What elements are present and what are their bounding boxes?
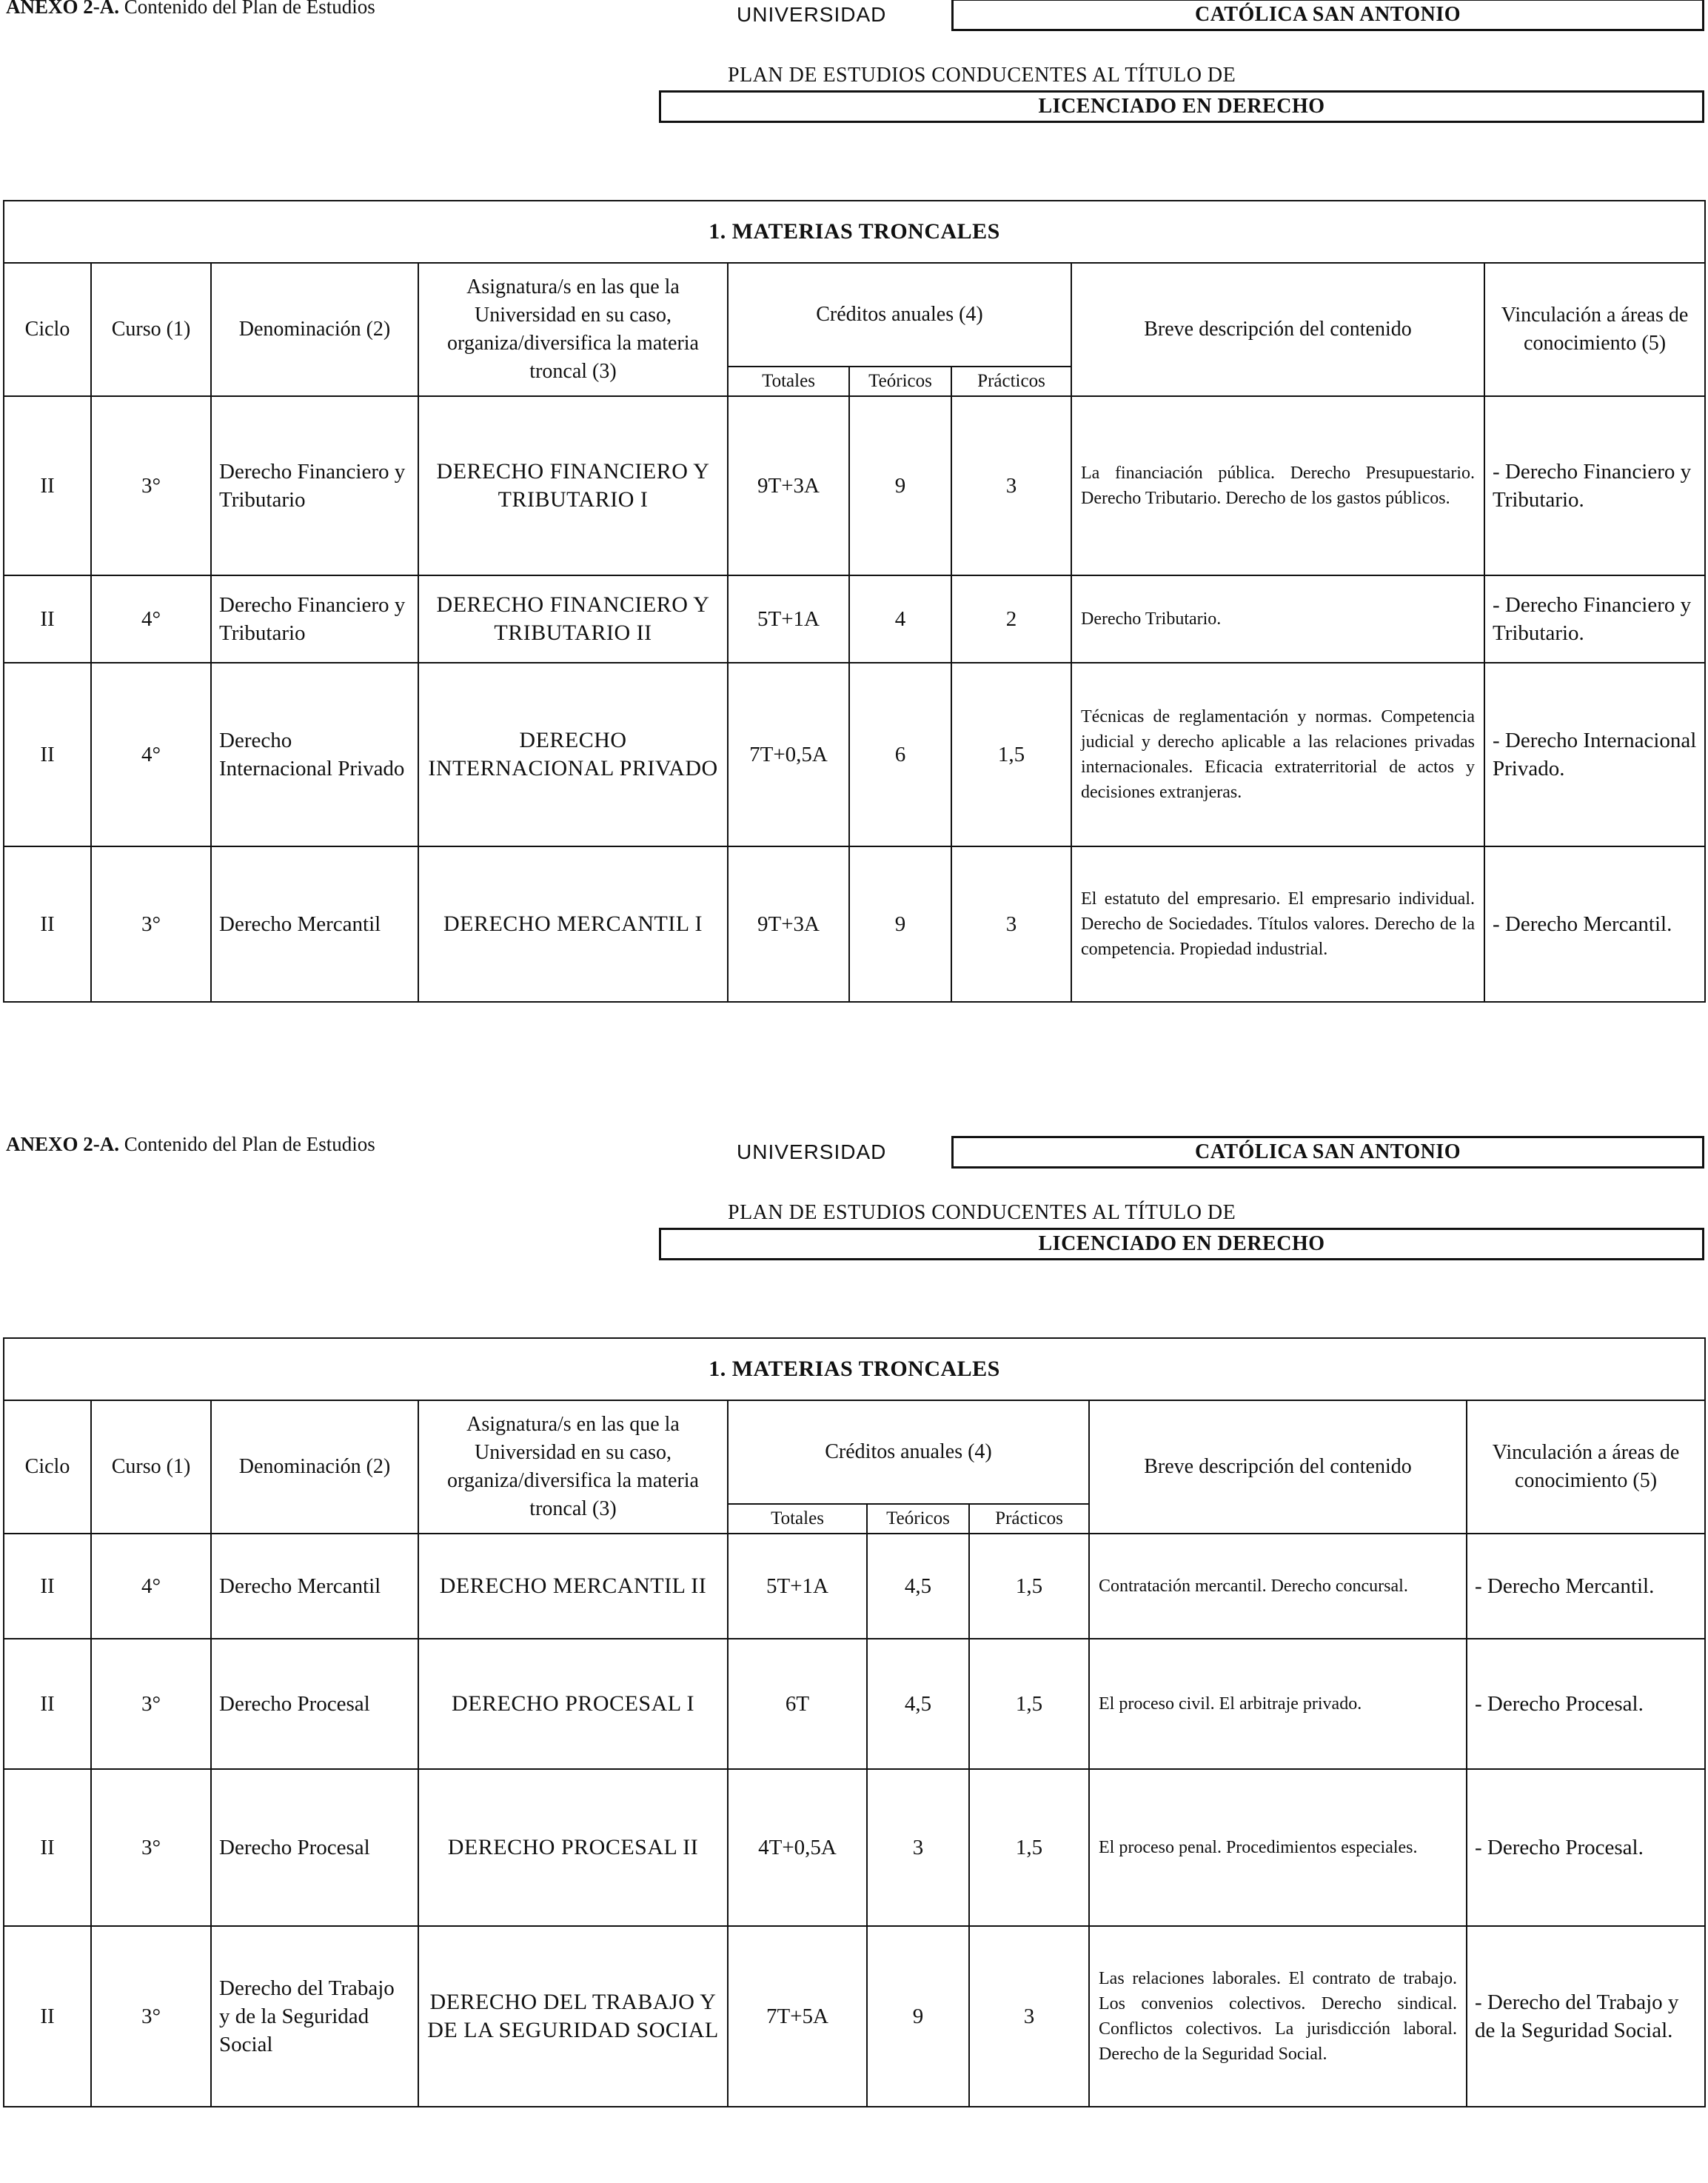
cell-practicos: 3: [969, 1926, 1089, 2107]
table-row: [4, 1639, 1705, 1769]
cell-totales: 7T+5A: [728, 1926, 867, 2107]
col-header-ciclo: Ciclo: [4, 1400, 91, 1534]
table-row: [4, 1534, 1705, 1639]
university-label: UNIVERSIDAD: [737, 3, 887, 26]
cell-asignatura: DERECHO MERCANTIL I: [418, 846, 728, 1002]
cell-teoricos: 4,5: [867, 1534, 969, 1639]
col-header-teoricos: Teóricos: [849, 367, 951, 396]
cell-asignatura: DERECHO INTERNACIONAL PRIVADO: [418, 663, 728, 846]
col-header-vinculacion: Vinculación a áreas de conocimiento (5): [1484, 263, 1705, 396]
cell-practicos: 1,5: [969, 1639, 1089, 1769]
cell-descripcion: El proceso penal. Procedimientos especiales.: [1089, 1769, 1467, 1926]
col-header-totales: Totales: [728, 1504, 867, 1534]
cell-curso: 4°: [91, 575, 211, 663]
cell-descripcion: El estatuto del empresario. El empresario individual. Derecho de Sociedades. Títulos valores. Derecho de la competencia. Propiedad industrial.: [1071, 846, 1484, 1002]
col-header-curso: Curso (1): [91, 263, 211, 396]
annex-heading: [6, 0, 375, 19]
cell-descripcion: Derecho Tributario.: [1071, 575, 1484, 663]
document-page-1: [0, 0, 1708, 1046]
cell-practicos: 1,5: [969, 1534, 1089, 1639]
cell-curso: 4°: [91, 663, 211, 846]
cell-teoricos: 6: [849, 663, 951, 846]
cell-asignatura: DERECHO PROCESAL II: [418, 1769, 728, 1926]
col-header-asignatura: Asignatura/s en las que la Universidad en su caso, organiza/diversifica la materia troncal (3): [418, 263, 728, 396]
section-title: 1. MATERIAS TRONCALES: [4, 201, 1705, 263]
col-header-totales: Totales: [728, 367, 849, 396]
cell-teoricos: 4,5: [867, 1639, 969, 1769]
cell-totales: 9T+3A: [728, 396, 849, 575]
col-header-descripcion: Breve descripción del contenido: [1089, 1400, 1467, 1534]
annex-label: ANEXO 2-A.: [6, 1133, 119, 1155]
cell-descripcion: Contratación mercantil. Derecho concursal.: [1089, 1534, 1467, 1639]
cell-ciclo: II: [4, 846, 91, 1002]
cell-teoricos: 4: [849, 575, 951, 663]
cell-ciclo: II: [4, 396, 91, 575]
col-header-denominacion: Denominación (2): [211, 1400, 418, 1534]
cell-descripcion: Técnicas de reglamentación y normas. Competencia judicial y derecho aplicable a las relaciones privadas internacionales. Eficacia extraterritorial de actos y decisiones extranjeras.: [1071, 663, 1484, 846]
cell-practicos: 3: [951, 396, 1071, 575]
table-row: [4, 846, 1705, 1002]
cell-ciclo: II: [4, 663, 91, 846]
cell-denominacion: Derecho Mercantil: [211, 1534, 418, 1639]
cell-practicos: 2: [951, 575, 1071, 663]
cell-denominacion: Derecho Procesal: [211, 1769, 418, 1926]
cell-denominacion: Derecho Mercantil: [211, 846, 418, 1002]
cell-ciclo: II: [4, 1926, 91, 2107]
cell-ciclo: II: [4, 1534, 91, 1639]
cell-ciclo: II: [4, 575, 91, 663]
col-header-descripcion: Breve descripción del contenido: [1071, 263, 1484, 396]
cell-vinculacion: - Derecho Financiero y Tributario.: [1484, 575, 1705, 663]
cell-curso: 3°: [91, 1769, 211, 1926]
col-header-asignatura: Asignatura/s en las que la Universidad en su caso, organiza/diversifica la materia troncal (3): [418, 1400, 728, 1534]
cell-teoricos: 9: [849, 396, 951, 575]
cell-practicos: 3: [951, 846, 1071, 1002]
degree-title: LICENCIADO EN DERECHO: [659, 90, 1704, 123]
cell-asignatura: DERECHO FINANCIERO Y TRIBUTARIO I: [418, 396, 728, 575]
cell-denominacion: Derecho Procesal: [211, 1639, 418, 1769]
cell-vinculacion: - Derecho del Trabajo y de la Seguridad Social.: [1467, 1926, 1705, 2107]
cell-curso: 3°: [91, 1639, 211, 1769]
table-row: [4, 1926, 1705, 2107]
cell-denominacion: Derecho Internacional Privado: [211, 663, 418, 846]
cell-totales: 5T+1A: [728, 575, 849, 663]
cell-denominacion: Derecho Financiero y Tributario: [211, 575, 418, 663]
plan-label: PLAN DE ESTUDIOS CONDUCENTES AL TÍTULO DE: [728, 64, 1236, 87]
table-row: [4, 663, 1705, 846]
materias-troncales-table: [3, 1337, 1706, 2107]
section-title: 1. MATERIAS TRONCALES: [4, 1338, 1705, 1400]
col-header-creditos: Créditos anuales (4): [728, 263, 1071, 367]
col-header-creditos: Créditos anuales (4): [728, 1400, 1089, 1504]
cell-practicos: 1,5: [951, 663, 1071, 846]
cell-vinculacion: - Derecho Mercantil.: [1484, 846, 1705, 1002]
col-header-teoricos: Teóricos: [867, 1504, 969, 1534]
cell-asignatura: DERECHO FINANCIERO Y TRIBUTARIO II: [418, 575, 728, 663]
cell-curso: 3°: [91, 1926, 211, 2107]
cell-curso: 3°: [91, 846, 211, 1002]
annex-text: Contenido del Plan de Estudios: [124, 1133, 375, 1155]
university-label: UNIVERSIDAD: [737, 1140, 887, 1163]
degree-title: LICENCIADO EN DERECHO: [659, 1228, 1704, 1260]
col-header-ciclo: Ciclo: [4, 263, 91, 396]
table-row: [4, 396, 1705, 575]
cell-totales: 4T+0,5A: [728, 1769, 867, 1926]
materias-troncales-table: [3, 200, 1706, 1003]
cell-teoricos: 9: [849, 846, 951, 1002]
annex-label: ANEXO 2-A.: [6, 0, 119, 18]
col-header-vinculacion: Vinculación a áreas de conocimiento (5): [1467, 1400, 1705, 1534]
cell-teoricos: 9: [867, 1926, 969, 2107]
cell-totales: 6T: [728, 1639, 867, 1769]
cell-vinculacion: - Derecho Mercantil.: [1467, 1534, 1705, 1639]
table-row: [4, 1769, 1705, 1926]
cell-asignatura: DERECHO PROCESAL I: [418, 1639, 728, 1769]
col-header-curso: Curso (1): [91, 1400, 211, 1534]
cell-vinculacion: - Derecho Internacional Privado.: [1484, 663, 1705, 846]
cell-vinculacion: - Derecho Procesal.: [1467, 1639, 1705, 1769]
cell-practicos: 1,5: [969, 1769, 1089, 1926]
annex-heading: [6, 1131, 375, 1157]
cell-ciclo: II: [4, 1769, 91, 1926]
cell-curso: 4°: [91, 1534, 211, 1639]
university-name: CATÓLICA SAN ANTONIO: [951, 0, 1704, 31]
university-name: CATÓLICA SAN ANTONIO: [951, 1136, 1704, 1169]
col-header-denominacion: Denominación (2): [211, 263, 418, 396]
cell-denominacion: Derecho del Trabajo y de la Seguridad Social: [211, 1926, 418, 2107]
cell-vinculacion: - Derecho Financiero y Tributario.: [1484, 396, 1705, 575]
cell-totales: 9T+3A: [728, 846, 849, 1002]
cell-descripcion: El proceso civil. El arbitraje privado.: [1089, 1639, 1467, 1769]
col-header-practicos: Prácticos: [951, 367, 1071, 396]
cell-asignatura: DERECHO DEL TRABAJO Y DE LA SEGURIDAD SOCIAL: [418, 1926, 728, 2107]
cell-totales: 5T+1A: [728, 1534, 867, 1639]
cell-denominacion: Derecho Financiero y Tributario: [211, 396, 418, 575]
table-row: [4, 575, 1705, 663]
cell-totales: 7T+0,5A: [728, 663, 849, 846]
cell-ciclo: II: [4, 1639, 91, 1769]
cell-asignatura: DERECHO MERCANTIL II: [418, 1534, 728, 1639]
cell-teoricos: 3: [867, 1769, 969, 1926]
cell-descripcion: La financiación pública. Derecho Presupuestario. Derecho Tributario. Derecho de los gastos públicos.: [1071, 396, 1484, 575]
col-header-practicos: Prácticos: [969, 1504, 1089, 1534]
plan-label: PLAN DE ESTUDIOS CONDUCENTES AL TÍTULO DE: [728, 1201, 1236, 1224]
document-page-2: [0, 1131, 1708, 2183]
cell-curso: 3°: [91, 396, 211, 575]
cell-descripcion: Las relaciones laborales. El contrato de trabajo. Los convenios colectivos. Derecho sindical. Conflictos colectivos. La jurisdicción laboral. Derecho de la Seguridad Social.: [1089, 1926, 1467, 2107]
cell-vinculacion: - Derecho Procesal.: [1467, 1769, 1705, 1926]
annex-text: Contenido del Plan de Estudios: [124, 0, 375, 18]
